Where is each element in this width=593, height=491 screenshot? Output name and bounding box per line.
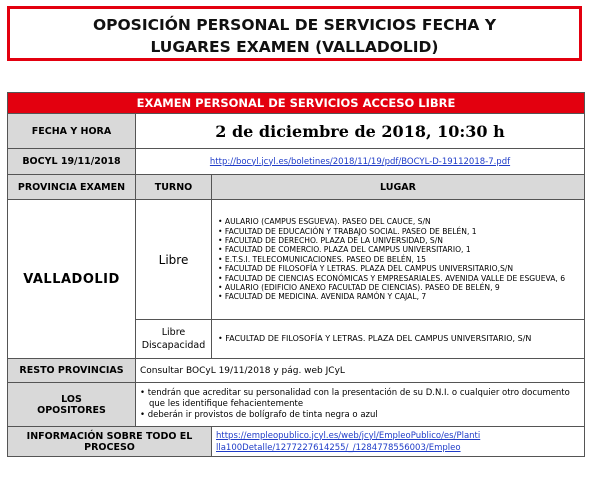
- turno-libre: Libre: [136, 200, 212, 320]
- opositores-item: • tendrán que acreditar su personalidad con la presentación de su D.N.I. o cualquier otro documento que les identifique fehacientemente: [140, 388, 570, 409]
- page-title: [7, 6, 582, 61]
- turno-discapacidad: [136, 320, 212, 359]
- lugar-item: • FACULTAD DE DERECHO. PLAZA DE LA UNIVERSIDAD, S/N: [218, 235, 443, 245]
- turno-disc-line2: Discapacidad: [141, 340, 206, 351]
- col-provincia: PROVINCIA EXAMEN: [8, 175, 136, 200]
- lugar-item: • FACULTAD DE MEDICINA. AVENIDA RAMÓN Y CAJAL, 7: [218, 292, 427, 302]
- lugar-item: • AULARIO (EDIFICIO ANEXO FACULTAD DE CIENCIAS). PASEO DE BELÉN, 9: [218, 283, 500, 293]
- table-header: EXAMEN PERSONAL DE SERVICIOS ACCESO LIBRE: [8, 93, 585, 114]
- provincia-value: VALLADOLID: [8, 200, 136, 359]
- lugar-item: • FACULTAD DE FILOSOFÍA Y LETRAS. PLAZA DEL CAMPUS UNIVERSITARIO,S/N: [218, 264, 514, 274]
- opositores-label: [8, 383, 136, 427]
- bocyl-link-cell: [136, 149, 585, 175]
- opositores-label-line1: LOS: [61, 393, 82, 405]
- info-label: INFORMACIÓN SOBRE TODO EL PROCESO: [8, 427, 212, 457]
- resto-label: RESTO PROVINCIAS: [8, 359, 136, 383]
- info-link-line2: lla100Detalle/1277227614255/_/1284778556003/Empleo: [216, 442, 461, 453]
- lugar-item: • AULARIO (CAMPUS ESGUEVA). PASEO DEL CAUCE, S/N: [218, 217, 431, 227]
- opositores-label-line2: OPOSITORES: [37, 404, 106, 416]
- title-line-2: LUGARES EXAMEN (VALLADOLID): [150, 38, 439, 56]
- info-link[interactable]: [216, 431, 480, 453]
- lugar-item: • E.T.S.I. TELECOMUNICACIONES. PASEO DE BELÉN, 15: [218, 254, 426, 264]
- opositores-item: • deberán ir provistos de bolígrafo de tinta negra o azul: [140, 410, 378, 420]
- exam-info-table: [7, 92, 585, 457]
- col-turno: TURNO: [136, 175, 212, 200]
- fecha-label: FECHA Y HORA: [8, 114, 136, 149]
- opositores-list: [136, 383, 585, 427]
- lugar-item: • FACULTAD DE COMERCIO. PLAZA DEL CAMPUS UNIVERSITARIO, 1: [218, 245, 471, 255]
- lugar-item: • FACULTAD DE EDUCACIÓN Y TRABAJO SOCIAL. PASEO DE BELÉN, 1: [218, 226, 477, 236]
- lugar-discapacidad: • FACULTAD DE FILOSOFÍA Y LETRAS. PLAZA DEL CAMPUS UNIVERSITARIO, S/N: [212, 320, 585, 359]
- lugares-list: [212, 200, 585, 320]
- bocyl-link[interactable]: http://bocyl.jcyl.es/boletines/2018/11/19/pdf/BOCYL-D-19112018-7.pdf: [209, 156, 511, 167]
- info-link-line1: https://empleopublico.jcyl.es/web/jcyl/EmpleoPublico/es/Planti: [216, 430, 481, 441]
- col-lugar: LUGAR: [212, 175, 585, 200]
- turno-disc-line1: Libre: [161, 327, 186, 338]
- fecha-value: 2 de diciembre de 2018, 10:30 h: [136, 114, 585, 149]
- bocyl-label: BOCYL 19/11/2018: [8, 149, 136, 175]
- title-line-1: OPOSICIÓN PERSONAL DE SERVICIOS FECHA Y: [92, 16, 497, 34]
- resto-value: Consultar BOCyL 19/11/2018 y pág. web JCyL: [136, 359, 585, 383]
- info-link-cell: [212, 427, 585, 457]
- lugar-item: • FACULTAD DE CIENCIAS ECONÓMICAS Y EMPRESARIALES. AVENIDA VALLE DE ESGUEVA, 6: [218, 273, 566, 283]
